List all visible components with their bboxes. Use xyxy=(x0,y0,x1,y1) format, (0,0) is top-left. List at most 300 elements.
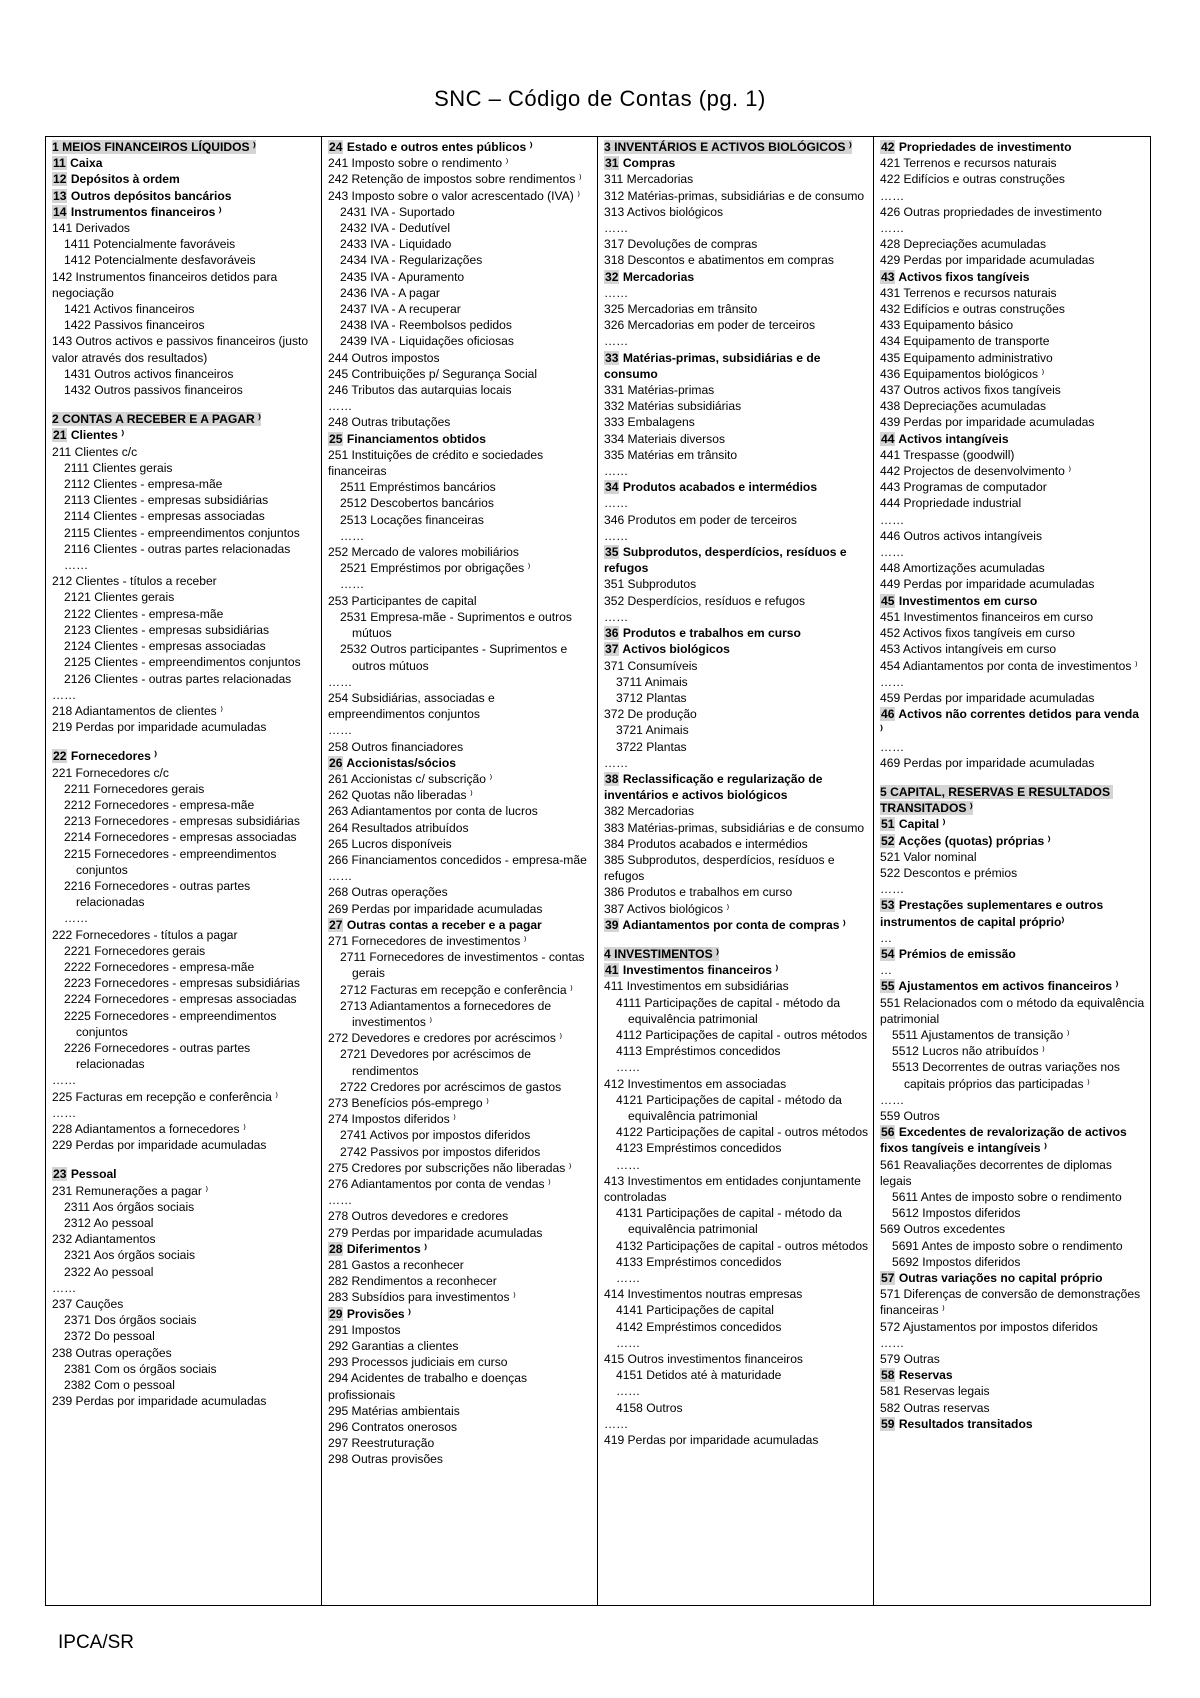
section-header xyxy=(52,411,317,427)
account-group xyxy=(328,431,593,447)
account-line: 2372 Do pessoal xyxy=(64,1329,155,1344)
account-line: 2121 Clientes gerais xyxy=(64,590,175,605)
account-group-label: Outras contas a receber e a pagar xyxy=(346,917,542,932)
account-line: 3711 Animais xyxy=(616,674,688,689)
account-line: 1432 Outros passivos financeiros xyxy=(64,383,243,398)
account-line: 569 Outros excedentes xyxy=(880,1222,1006,1237)
account-line: 221 Fornecedores c/c xyxy=(52,765,169,780)
account-group xyxy=(52,204,317,220)
account-line: 352 Desperdícios, resíduos e refugos xyxy=(604,593,806,608)
account-line: 4151 Detidos até à maturidade xyxy=(616,1368,782,1383)
account-group xyxy=(604,641,869,657)
account-line: 2711 Fornecedores de investimentos - contas gerais xyxy=(340,950,588,981)
account-line: 228 Adiantamentos a fornecedores ⁾ xyxy=(52,1121,246,1136)
accounts-table xyxy=(45,136,1151,1606)
account-group-label: Reclassificação e regularização de inventários e activos biológicos xyxy=(604,771,826,803)
account-group-label: Acções (quotas) próprias ⁾ xyxy=(898,833,1051,848)
account-line: 245 Contribuições p/ Segurança Social xyxy=(328,366,538,381)
account-line: 2116 Clientes - outras partes relacionadas xyxy=(64,541,291,556)
account-group-label: Instrumentos financeiros ⁾ xyxy=(70,204,222,219)
account-line: 2126 Clientes - outras partes relacionadas xyxy=(64,671,292,686)
account-line: 443 Programas de computador xyxy=(880,480,1047,495)
account-line: 2211 Fornecedores gerais xyxy=(64,781,205,796)
section-header xyxy=(604,946,869,962)
account-line: …… xyxy=(52,1073,77,1088)
account-line: 4111 Participações de capital - método da equivalência patrimonial xyxy=(616,995,844,1026)
account-line: …… xyxy=(880,512,905,527)
account-line: 311 Mercadorias xyxy=(604,172,694,187)
account-line: 232 Adiantamentos xyxy=(52,1232,156,1247)
account-group xyxy=(880,816,1145,832)
account-group-label: Propriedades de investimento xyxy=(898,140,1072,154)
account-line: 4131 Participações de capital - método da equivalência patrimonial xyxy=(616,1206,846,1237)
account-group xyxy=(328,917,593,933)
account-line: 269 Perdas por imparidade acumuladas xyxy=(328,901,543,916)
account-line: …… xyxy=(604,464,629,479)
account-group-label: Diferimentos ⁾ xyxy=(346,1241,428,1256)
account-line: 426 Outras propriedades de investimento xyxy=(880,204,1102,219)
account-line: 2531 Empresa-mãe - Suprimentos e outros mútuos xyxy=(340,609,576,641)
account-line: 436 Equipamentos biológicos ⁾ xyxy=(880,366,1045,381)
account-group-number: 39 xyxy=(605,917,619,932)
account-line: 312 Matérias-primas, subsidiárias e de consumo xyxy=(604,188,865,203)
account-group-label: Fornecedores ⁾ xyxy=(70,749,158,764)
account-line: 2512 Descobertos bancários xyxy=(340,496,494,511)
account-line: 294 Acidentes de trabalho e doenças profissionais xyxy=(328,1371,531,1402)
account-line: 281 Gastos a reconhecer xyxy=(328,1258,464,1273)
account-group xyxy=(880,706,1145,738)
account-line: …… xyxy=(880,739,905,754)
account-line: 2513 Locações financeiras xyxy=(340,512,484,527)
account-line: …… xyxy=(328,723,353,738)
account-group-number: 34 xyxy=(605,480,619,495)
account-line: …… xyxy=(604,609,629,624)
account-line: 219 Perdas por imparidade acumuladas xyxy=(52,720,267,735)
account-group xyxy=(880,897,1145,929)
account-line: 2742 Passivos por impostos diferidos xyxy=(340,1144,541,1159)
account-line: 326 Mercadorias em poder de terceiros xyxy=(604,318,816,333)
account-line: 4132 Participações de capital - outros métodos xyxy=(616,1238,869,1253)
account-line: 2225 Fornecedores - empreendimentos conjuntos xyxy=(64,1008,280,1039)
account-line: 2215 Fornecedores - empreendimentos conjuntos xyxy=(64,846,280,877)
account-line: 266 Financiamentos concedidos - empresa-mãe xyxy=(328,852,587,867)
column-1 xyxy=(46,137,322,1605)
account-group-number: 35 xyxy=(605,545,619,560)
account-line: …… xyxy=(52,1280,77,1295)
account-line: …… xyxy=(880,188,905,203)
account-group-number: 37 xyxy=(605,642,619,657)
account-line: 2122 Clientes - empresa-mãe xyxy=(64,606,224,621)
account-line: 438 Depreciações acumuladas xyxy=(880,399,1047,414)
account-line: 5513 Decorrentes de outras variações nos capitais próprios das participadas ⁾ xyxy=(892,1060,1124,1091)
account-group xyxy=(880,946,1145,962)
account-line: 419 Perdas por imparidade acumuladas xyxy=(604,1433,819,1448)
account-line: …… xyxy=(328,399,353,414)
account-line: 3722 Plantas xyxy=(616,739,687,754)
account-group-label: Produtos acabados e intermédios xyxy=(622,480,818,495)
account-line: 334 Materiais diversos xyxy=(604,431,725,446)
account-group xyxy=(52,748,317,764)
account-group-number: 29 xyxy=(329,1306,343,1321)
account-line: 1421 Activos financeiros xyxy=(64,302,195,317)
account-line: …… xyxy=(880,545,905,560)
account-group-number: 13 xyxy=(53,188,67,203)
account-line: 434 Equipamento de transporte xyxy=(880,334,1050,349)
account-line: 2212 Fornecedores - empresa-mãe xyxy=(64,797,255,812)
account-group xyxy=(328,755,593,771)
account-group xyxy=(880,269,1145,285)
account-line: 5512 Lucros não atribuídos ⁾ xyxy=(892,1044,1045,1059)
account-line: 333 Embalagens xyxy=(604,415,695,430)
account-line: 279 Perdas por imparidade acumuladas xyxy=(328,1225,543,1240)
account-line: …… xyxy=(52,1105,77,1120)
account-line: 559 Outros xyxy=(880,1108,940,1123)
account-group xyxy=(328,139,593,155)
account-group-label: Produtos e trabalhos em curso xyxy=(622,626,801,641)
account-line: 372 De produção xyxy=(604,707,697,722)
account-line: …… xyxy=(328,674,353,689)
account-line: …… xyxy=(604,285,629,300)
account-line: 452 Activos fixos tangíveis em curso xyxy=(880,626,1075,641)
account-line: 142 Instrumentos financeiros detidos para negociação xyxy=(52,269,281,300)
account-line: …… xyxy=(604,334,629,349)
account-group xyxy=(604,625,869,641)
account-group xyxy=(880,1367,1145,1383)
account-line: 295 Matérias ambientais xyxy=(328,1403,460,1418)
account-line: 386 Produtos e trabalhos em curso xyxy=(604,885,793,900)
account-line: 258 Outros financiadores xyxy=(328,739,464,754)
account-line: 331 Matérias-primas xyxy=(604,383,715,398)
account-line: …… xyxy=(616,1060,641,1075)
section-header-text: 4 INVESTIMENTOS ⁾ xyxy=(604,946,719,961)
account-line: 451 Investimentos financeiros em curso xyxy=(880,609,1094,624)
account-line: 229 Perdas por imparidade acumuladas xyxy=(52,1138,267,1153)
account-line: 298 Outras provisões xyxy=(328,1452,443,1467)
account-line: …… xyxy=(880,674,905,689)
account-line: 4122 Participações de capital - outros métodos xyxy=(616,1125,869,1140)
account-group-number: 21 xyxy=(53,428,67,443)
account-group xyxy=(604,544,869,576)
account-line: 297 Reestruturação xyxy=(328,1436,435,1451)
account-line: …… xyxy=(52,687,77,702)
account-line: 422 Edifícios e outras construções xyxy=(880,172,1065,187)
account-group-number: 55 xyxy=(881,979,895,994)
account-line: 454 Adiantamentos por conta de investimentos ⁾ xyxy=(880,658,1138,673)
account-group-label: Financiamentos obtidos xyxy=(346,431,486,446)
account-line: 296 Contratos onerosos xyxy=(328,1420,458,1435)
account-line: …… xyxy=(604,221,629,236)
account-group-number: 43 xyxy=(881,269,895,284)
account-group xyxy=(604,155,869,171)
account-line: 435 Equipamento administrativo xyxy=(880,350,1053,365)
account-group-number: 53 xyxy=(881,898,895,913)
account-group-number: 41 xyxy=(605,963,619,978)
account-group-label: Activos intangíveis xyxy=(898,431,1009,446)
account-line: 251 Instituições de crédito e sociedades financeiras xyxy=(328,447,547,479)
account-group-label: Accionistas/sócios xyxy=(346,755,456,770)
account-line: 332 Matérias subsidiárias xyxy=(604,399,742,414)
account-group-number: 51 xyxy=(881,817,895,832)
account-line: 2438 IVA - Reembolsos pedidos xyxy=(340,318,512,333)
account-line: …… xyxy=(616,1335,641,1350)
account-line: 4113 Empréstimos concedidos xyxy=(616,1044,781,1059)
account-line: …… xyxy=(604,496,629,511)
account-line: 2322 Ao pessoal xyxy=(64,1264,154,1279)
account-line: 222 Fornecedores - títulos a pagar xyxy=(52,927,238,942)
account-line: 413 Investimentos em entidades conjuntamente controladas xyxy=(604,1173,865,1204)
account-line: … xyxy=(880,930,893,945)
account-line: 2432 IVA - Dedutível xyxy=(340,221,451,236)
account-group-number: 25 xyxy=(329,431,343,446)
account-line: …… xyxy=(880,882,905,897)
account-line: 2532 Outros participantes - Suprimentos e outros mútuos xyxy=(340,642,571,673)
account-group-label: Resultados transitados xyxy=(898,1416,1033,1431)
account-line: 276 Adiantamentos por conta de vendas ⁾ xyxy=(328,1177,551,1191)
account-group-number: 33 xyxy=(605,350,619,365)
account-line: 4121 Participações de capital - método da equivalência patrimonial xyxy=(616,1092,846,1123)
account-group-number: 59 xyxy=(881,1416,895,1431)
account-group-number: 22 xyxy=(53,749,67,764)
account-line: 325 Mercadorias em trânsito xyxy=(604,302,758,317)
account-group xyxy=(52,1166,317,1182)
account-line: 459 Perdas por imparidade acumuladas xyxy=(880,690,1095,705)
account-line: 212 Clientes - títulos a receber xyxy=(52,574,217,589)
account-group xyxy=(604,269,869,285)
account-line: 2311 Aos órgãos sociais xyxy=(64,1199,195,1214)
account-line: 2123 Clientes - empresas subsidiárias xyxy=(64,622,270,637)
account-line: 448 Amortizações acumuladas xyxy=(880,561,1045,576)
account-group-label: Activos biológicos xyxy=(622,642,730,657)
account-line: …… xyxy=(64,558,89,573)
section-spacer xyxy=(52,1153,317,1166)
account-line: 2213 Fornecedores - empresas subsidiárias xyxy=(64,814,300,829)
account-line: 318 Descontos e abatimentos em compras xyxy=(604,253,834,268)
account-line: 265 Lucros disponíveis xyxy=(328,836,452,851)
account-group-number: 42 xyxy=(881,140,895,154)
account-group-label: Estado e outros entes públicos ⁾ xyxy=(346,140,533,154)
account-line: 2431 IVA - Suportado xyxy=(340,204,455,219)
account-line: 5692 Impostos diferidos xyxy=(892,1254,1021,1269)
account-line: 1412 Potencialmente desfavoráveis xyxy=(64,253,256,268)
account-line: 2321 Aos órgãos sociais xyxy=(64,1248,196,1263)
account-group xyxy=(604,350,869,382)
account-group-number: 58 xyxy=(881,1368,895,1383)
account-line: 2114 Clientes - empresas associadas xyxy=(64,509,265,524)
section-header xyxy=(880,784,1145,816)
account-group-number: 54 xyxy=(881,946,895,961)
account-line: …… xyxy=(340,528,365,543)
account-line: 4133 Empréstimos concedidos xyxy=(616,1254,782,1269)
account-line: 317 Devoluções de compras xyxy=(604,237,758,252)
column-3 xyxy=(598,137,874,1605)
section-header-text: 5 CAPITAL, RESERVAS E RESULTADOS TRANSITADOS ⁾ xyxy=(880,784,1114,816)
account-line: …… xyxy=(880,1092,905,1107)
account-group-label: Reservas xyxy=(898,1368,953,1383)
account-line: 428 Depreciações acumuladas xyxy=(880,237,1047,252)
account-line: 2439 IVA - Liquidações oficiosas xyxy=(340,334,514,349)
account-group xyxy=(52,427,317,443)
account-group-label: Prestações suplementares e outros instrumentos de capital próprio⁾ xyxy=(880,898,1107,929)
column-4 xyxy=(874,137,1149,1605)
account-group-label: Excedentes de revalorização de activos fixos tangíveis e intangíveis ⁾ xyxy=(880,1125,1131,1156)
account-line: 444 Propriedade industrial xyxy=(880,496,1022,511)
account-line: 387 Activos biológicos ⁾ xyxy=(604,901,730,916)
account-line: 141 Derivados xyxy=(52,221,130,236)
account-group xyxy=(880,833,1145,849)
account-group-label: Outros depósitos bancários xyxy=(70,188,232,203)
account-group-label: Activos não correntes detidos para venda ⁾ xyxy=(880,707,1143,738)
account-line: …… xyxy=(616,1157,641,1172)
account-group xyxy=(604,962,869,978)
account-group-label: Depósitos à ordem xyxy=(70,172,180,187)
account-line: 2434 IVA - Regularizações xyxy=(340,253,483,268)
account-line: 2511 Empréstimos bancários xyxy=(340,480,496,495)
account-line: 2521 Empréstimos por obrigações ⁾ xyxy=(340,561,531,576)
account-line: 522 Descontos e prémios xyxy=(880,865,1018,880)
account-line: 241 Imposto sobre o rendimento ⁾ xyxy=(328,156,509,171)
account-line: 2111 Clientes gerais xyxy=(64,460,173,475)
account-line: …… xyxy=(64,911,89,926)
account-line: 411 Investimentos em subsidiárias xyxy=(604,979,789,994)
account-group xyxy=(328,1241,593,1257)
section-spacer xyxy=(52,735,317,748)
account-group-label: Matérias-primas, subsidiárias e de consumo xyxy=(604,350,824,381)
account-line: …… xyxy=(328,869,353,884)
account-line: 579 Outras xyxy=(880,1352,940,1367)
account-line: 253 Participantes de capital xyxy=(328,593,477,608)
account-line: 439 Perdas por imparidade acumuladas xyxy=(880,415,1095,430)
account-line: 382 Mercadorias xyxy=(604,804,695,819)
account-line: 2223 Fornecedores - empresas subsidiárias xyxy=(64,976,300,991)
account-line: 242 Retenção de impostos sobre rendimentos ⁾ xyxy=(328,172,582,187)
section-header xyxy=(604,139,869,155)
account-group-label: Mercadorias xyxy=(622,269,695,284)
account-line: 2722 Credores por acréscimos de gastos xyxy=(340,1079,562,1094)
account-group-number: 11 xyxy=(53,156,66,171)
account-line: 5691 Antes de imposto sobre o rendimento xyxy=(892,1238,1123,1253)
account-line: 2113 Clientes - empresas subsidiárias xyxy=(64,493,269,508)
account-group-label: Caixa xyxy=(70,156,103,171)
account-group xyxy=(52,155,317,171)
account-line: …… xyxy=(880,1335,905,1350)
account-group-number: 23 xyxy=(53,1167,67,1182)
account-line: 2433 IVA - Liquidado xyxy=(340,237,452,252)
account-line: 2713 Adiantamentos a fornecedores de investimentos ⁾ xyxy=(340,998,555,1029)
account-line: 561 Reavaliações decorrentes de diplomas legais xyxy=(880,1157,1116,1188)
account-group-number: 52 xyxy=(881,833,895,848)
account-line: 412 Investimentos em associadas xyxy=(604,1076,787,1091)
account-line: …… xyxy=(616,1384,641,1399)
account-group-label: Subprodutos, desperdícios, resíduos e refugos xyxy=(604,545,850,576)
account-line: 446 Outros activos intangíveis xyxy=(880,528,1043,543)
account-line: 264 Resultados atribuídos xyxy=(328,820,469,835)
account-line: 551 Relacionados com o método da equivalência patrimonial xyxy=(880,995,1148,1026)
account-line: 2741 Activos por impostos diferidos xyxy=(340,1128,531,1143)
account-line: 421 Terrenos e recursos naturais xyxy=(880,156,1057,171)
account-line: 437 Outros activos fixos tangíveis xyxy=(880,383,1061,398)
account-group-label: Pessoal xyxy=(70,1167,117,1182)
account-group xyxy=(880,431,1145,447)
account-line: 239 Perdas por imparidade acumuladas xyxy=(52,1394,267,1409)
section-spacer xyxy=(880,771,1145,784)
account-line: 2435 IVA - Apuramento xyxy=(340,269,465,284)
section-spacer xyxy=(604,933,869,946)
account-line: 2437 IVA - A recuperar xyxy=(340,302,461,317)
account-line: 292 Garantias a clientes xyxy=(328,1339,459,1354)
account-line: 351 Subprodutos xyxy=(604,577,697,592)
account-line: 2221 Fornecedores gerais xyxy=(64,943,206,958)
account-line: 283 Subsídios para investimentos ⁾ xyxy=(328,1290,516,1305)
account-line: 441 Trespasse (goodwill) xyxy=(880,447,1015,462)
account-line: 2436 IVA - A pagar xyxy=(340,285,440,300)
account-line: 453 Activos intangíveis em curso xyxy=(880,642,1057,657)
account-group-number: 36 xyxy=(605,626,619,641)
account-line: 248 Outras tributações xyxy=(328,415,451,430)
account-line: 244 Outros impostos xyxy=(328,350,440,365)
account-line: 2214 Fornecedores - empresas associadas xyxy=(64,830,297,845)
account-line: 5612 Impostos diferidos xyxy=(892,1206,1021,1221)
account-line: 252 Mercado de valores mobiliários xyxy=(328,545,519,560)
account-line: 211 Clientes c/c xyxy=(52,444,138,459)
section-header-text: 2 CONTAS A RECEBER E A PAGAR ⁾ xyxy=(52,412,262,427)
account-group xyxy=(880,1416,1145,1432)
account-group-label: Adiantamentos por conta de compras ⁾ xyxy=(622,917,846,932)
account-line: 4123 Empréstimos concedidos xyxy=(616,1141,782,1156)
account-group-number: 44 xyxy=(881,431,895,446)
account-line: 432 Edifícios e outras construções xyxy=(880,302,1065,317)
account-line: 4112 Participações de capital - outros métodos xyxy=(616,1027,868,1042)
account-line: …… xyxy=(616,1271,641,1286)
account-line: 2222 Fornecedores - empresa-mãe xyxy=(64,959,255,974)
account-group-number: 31 xyxy=(605,156,619,171)
section-header-text: 3 INVENTÁRIOS E ACTIVOS BIOLÓGICOS ⁾ xyxy=(604,140,852,154)
account-line: 371 Consumíveis xyxy=(604,658,698,673)
account-line: 2382 Com o pessoal xyxy=(64,1378,175,1393)
account-line: 4142 Empréstimos concedidos xyxy=(616,1319,782,1334)
account-line: 3721 Animais xyxy=(616,723,689,738)
account-line: 521 Valor nominal xyxy=(880,849,977,864)
account-line: 2381 Com os órgãos sociais xyxy=(64,1361,217,1376)
account-line: 442 Projectos de desenvolvimento ⁾ xyxy=(880,464,1072,479)
account-group-number: 28 xyxy=(329,1241,343,1256)
account-group-number: 46 xyxy=(881,707,895,722)
account-line: 272 Devedores e credores por acréscimos ⁾ xyxy=(328,1031,563,1046)
account-line: 4158 Outros xyxy=(616,1400,683,1415)
account-line: 218 Adiantamentos de clientes ⁾ xyxy=(52,703,224,718)
account-line: 238 Outras operações xyxy=(52,1345,172,1360)
account-line: 313 Activos biológicos xyxy=(604,204,723,219)
account-group xyxy=(880,978,1145,994)
account-line: 243 Imposto sobre o valor acrescentado (IVA) ⁾ xyxy=(328,188,581,203)
account-line: 263 Adiantamentos por conta de lucros xyxy=(328,804,538,819)
account-line: 237 Cauções xyxy=(52,1297,124,1312)
account-line: …… xyxy=(328,1193,353,1208)
account-line: 433 Equipamento básico xyxy=(880,318,1014,333)
account-group xyxy=(880,1270,1145,1286)
account-group-number: 26 xyxy=(329,755,343,770)
account-line: 449 Perdas por imparidade acumuladas xyxy=(880,577,1095,592)
account-group xyxy=(328,1306,593,1322)
account-line: …… xyxy=(340,577,365,592)
account-line: 262 Quotas não liberadas ⁾ xyxy=(328,788,473,803)
account-group-label: Outras variações no capital próprio xyxy=(898,1271,1103,1286)
account-group xyxy=(880,1124,1145,1156)
account-group xyxy=(604,771,869,803)
account-line: …… xyxy=(880,221,905,236)
account-line: 469 Perdas por imparidade acumuladas xyxy=(880,755,1095,770)
account-line: 231 Remunerações a pagar ⁾ xyxy=(52,1183,209,1198)
account-group-number: 27 xyxy=(329,917,343,932)
